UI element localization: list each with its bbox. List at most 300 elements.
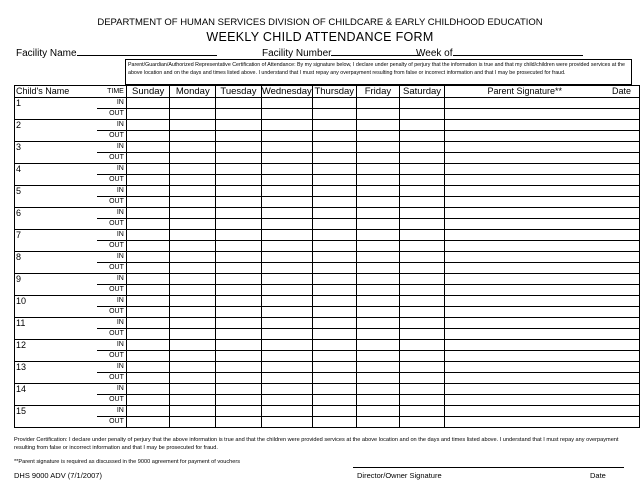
time-out-cell-tuesday[interactable] (216, 263, 262, 274)
time-in-cell-wednesday[interactable] (261, 142, 312, 153)
date-cell[interactable] (605, 219, 640, 230)
time-out-cell-monday[interactable] (170, 131, 216, 142)
child-name-cell[interactable] (15, 340, 97, 362)
time-in-cell-saturday[interactable] (400, 406, 445, 417)
time-out-cell-monday[interactable] (170, 307, 216, 318)
parent-signature-cell[interactable] (444, 362, 604, 373)
date-cell[interactable] (605, 208, 640, 219)
time-out-cell-wednesday[interactable] (261, 307, 312, 318)
time-out-cell-tuesday[interactable] (216, 219, 262, 230)
time-out-cell-tuesday[interactable] (216, 153, 262, 164)
time-in-cell-friday[interactable] (356, 384, 399, 395)
child-row-out (15, 395, 640, 406)
parent-signature-cell[interactable] (444, 417, 604, 428)
time-out-cell-thursday[interactable] (312, 219, 356, 230)
time-in-cell-wednesday[interactable] (261, 318, 312, 329)
parent-signature-cell[interactable] (444, 263, 604, 274)
time-in-cell-monday[interactable] (170, 142, 216, 153)
time-in-cell-thursday[interactable] (312, 318, 356, 329)
time-in-cell-sunday[interactable] (126, 230, 170, 241)
time-in-cell-saturday[interactable] (400, 208, 445, 219)
time-out-cell-saturday[interactable] (400, 175, 445, 186)
time-in-cell-friday[interactable] (356, 230, 399, 241)
time-out-cell-monday[interactable] (170, 285, 216, 296)
time-in-cell-thursday[interactable] (312, 186, 356, 197)
time-in-cell-wednesday[interactable] (261, 186, 312, 197)
time-in-cell-sunday[interactable] (126, 208, 170, 219)
time-out-cell-sunday[interactable] (126, 329, 170, 340)
time-in-cell-friday[interactable] (356, 208, 399, 219)
time-in-cell-monday[interactable] (170, 274, 216, 285)
time-in-cell-thursday[interactable] (312, 340, 356, 351)
time-out-cell-saturday[interactable] (400, 395, 445, 406)
time-in-cell-friday[interactable] (356, 120, 399, 131)
time-in-cell-sunday[interactable] (126, 142, 170, 153)
time-in-cell-sunday[interactable] (126, 340, 170, 351)
time-out-cell-friday[interactable] (356, 175, 399, 186)
time-in-cell-saturday[interactable] (400, 274, 445, 285)
time-out-cell-tuesday[interactable] (216, 241, 262, 252)
time-in-cell-wednesday[interactable] (261, 98, 312, 109)
parent-signature-cell[interactable] (444, 120, 604, 131)
time-in-cell-saturday[interactable] (400, 340, 445, 351)
date-cell[interactable] (605, 384, 640, 395)
time-out-cell-wednesday[interactable] (261, 263, 312, 274)
time-in-cell-friday[interactable] (356, 406, 399, 417)
time-in-cell-friday[interactable] (356, 186, 399, 197)
time-out-cell-monday[interactable] (170, 351, 216, 362)
time-out-cell-thursday[interactable] (312, 417, 356, 428)
date-cell[interactable] (605, 109, 640, 120)
time-in-cell-wednesday[interactable] (261, 406, 312, 417)
time-in-cell-sunday[interactable] (126, 274, 170, 285)
time-in-cell-wednesday[interactable] (261, 252, 312, 263)
date-cell[interactable] (605, 318, 640, 329)
child-name-cell[interactable] (15, 230, 97, 252)
time-out-cell-friday[interactable] (356, 307, 399, 318)
time-in-cell-thursday[interactable] (312, 98, 356, 109)
time-in-cell-tuesday[interactable] (216, 142, 262, 153)
time-in-cell-monday[interactable] (170, 362, 216, 373)
time-out-cell-saturday[interactable] (400, 307, 445, 318)
time-out-cell-wednesday[interactable] (261, 373, 312, 384)
time-in-cell-tuesday[interactable] (216, 98, 262, 109)
parent-signature-cell[interactable] (444, 175, 604, 186)
time-in-cell-monday[interactable] (170, 318, 216, 329)
time-out-cell-monday[interactable] (170, 417, 216, 428)
time-out-cell-sunday[interactable] (126, 373, 170, 384)
time-in-cell-wednesday[interactable] (261, 384, 312, 395)
time-in-cell-saturday[interactable] (400, 164, 445, 175)
time-in-cell-friday[interactable] (356, 274, 399, 285)
date-cell[interactable] (605, 131, 640, 142)
time-out-cell-wednesday[interactable] (261, 153, 312, 164)
time-in-cell-monday[interactable] (170, 340, 216, 351)
time-out-cell-wednesday[interactable] (261, 329, 312, 340)
parent-signature-cell[interactable] (444, 274, 604, 285)
parent-signature-cell[interactable] (444, 109, 604, 120)
time-out-cell-monday[interactable] (170, 153, 216, 164)
time-in-cell-saturday[interactable] (400, 384, 445, 395)
time-out-cell-friday[interactable] (356, 329, 399, 340)
facility-number-field[interactable] (262, 46, 421, 59)
out-label: OUT (97, 219, 127, 230)
time-out-cell-monday[interactable] (170, 329, 216, 340)
facility-number-line[interactable] (331, 46, 421, 56)
date-cell[interactable] (605, 329, 640, 340)
date-cell[interactable] (605, 263, 640, 274)
date-cell[interactable] (605, 307, 640, 318)
time-in-cell-tuesday[interactable] (216, 318, 262, 329)
time-in-cell-saturday[interactable] (400, 142, 445, 153)
time-out-cell-thursday[interactable] (312, 373, 356, 384)
time-in-cell-thursday[interactable] (312, 164, 356, 175)
time-in-cell-wednesday[interactable] (261, 208, 312, 219)
time-out-cell-sunday[interactable] (126, 241, 170, 252)
time-out-cell-sunday[interactable] (126, 395, 170, 406)
time-out-cell-wednesday[interactable] (261, 131, 312, 142)
parent-signature-cell[interactable] (444, 340, 604, 351)
parent-signature-cell[interactable] (444, 373, 604, 384)
date-cell[interactable] (605, 417, 640, 428)
time-in-cell-tuesday[interactable] (216, 340, 262, 351)
time-in-cell-monday[interactable] (170, 252, 216, 263)
time-in-cell-sunday[interactable] (126, 164, 170, 175)
time-in-cell-tuesday[interactable] (216, 186, 262, 197)
facility-name-field[interactable] (16, 46, 217, 59)
child-name-cell[interactable] (15, 318, 97, 340)
time-out-cell-sunday[interactable] (126, 219, 170, 230)
time-out-cell-monday[interactable] (170, 373, 216, 384)
time-out-cell-friday[interactable] (356, 373, 399, 384)
time-out-cell-thursday[interactable] (312, 153, 356, 164)
parent-signature-cell[interactable] (444, 241, 604, 252)
time-out-cell-wednesday[interactable] (261, 395, 312, 406)
time-in-cell-thursday[interactable] (312, 274, 356, 285)
time-in-cell-friday[interactable] (356, 98, 399, 109)
time-out-cell-saturday[interactable] (400, 197, 445, 208)
row-number: 15 (16, 406, 27, 416)
time-in-cell-friday[interactable] (356, 362, 399, 373)
time-out-cell-wednesday[interactable] (261, 417, 312, 428)
time-in-cell-sunday[interactable] (126, 120, 170, 131)
parent-signature-cell[interactable] (444, 197, 604, 208)
date-cell[interactable] (605, 230, 640, 241)
time-out-cell-thursday[interactable] (312, 131, 356, 142)
time-in-cell-monday[interactable] (170, 164, 216, 175)
date-cell[interactable] (605, 351, 640, 362)
time-in-cell-monday[interactable] (170, 296, 216, 307)
time-in-cell-thursday[interactable] (312, 252, 356, 263)
time-in-cell-monday[interactable] (170, 384, 216, 395)
time-out-cell-saturday[interactable] (400, 285, 445, 296)
date-cell[interactable] (605, 274, 640, 285)
time-in-cell-thursday[interactable] (312, 384, 356, 395)
time-out-cell-friday[interactable] (356, 263, 399, 274)
date-cell[interactable] (605, 362, 640, 373)
time-in-cell-tuesday[interactable] (216, 362, 262, 373)
facility-name-line[interactable] (77, 46, 217, 56)
time-in-cell-tuesday[interactable] (216, 252, 262, 263)
child-name-cell[interactable] (15, 274, 97, 296)
time-out-cell-saturday[interactable] (400, 131, 445, 142)
time-in-cell-monday[interactable] (170, 98, 216, 109)
parent-signature-cell[interactable] (444, 395, 604, 406)
parent-signature-cell[interactable] (444, 131, 604, 142)
date-cell[interactable] (605, 175, 640, 186)
parent-signature-cell[interactable] (444, 307, 604, 318)
time-out-cell-friday[interactable] (356, 285, 399, 296)
time-out-cell-friday[interactable] (356, 197, 399, 208)
time-out-cell-thursday[interactable] (312, 307, 356, 318)
time-in-cell-thursday[interactable] (312, 406, 356, 417)
time-out-cell-thursday[interactable] (312, 109, 356, 120)
parent-signature-cell[interactable] (444, 351, 604, 362)
date-cell[interactable] (605, 340, 640, 351)
time-out-cell-saturday[interactable] (400, 329, 445, 340)
child-name-cell[interactable] (15, 164, 97, 186)
time-in-cell-saturday[interactable] (400, 362, 445, 373)
time-in-cell-thursday[interactable] (312, 120, 356, 131)
parent-signature-cell[interactable] (444, 164, 604, 175)
time-in-cell-saturday[interactable] (400, 252, 445, 263)
child-name-cell[interactable] (15, 208, 97, 230)
time-in-cell-friday[interactable] (356, 252, 399, 263)
time-in-cell-tuesday[interactable] (216, 120, 262, 131)
director-signature-line[interactable] (353, 467, 624, 468)
time-in-cell-sunday[interactable] (126, 186, 170, 197)
date-cell[interactable] (605, 186, 640, 197)
time-out-cell-tuesday[interactable] (216, 373, 262, 384)
time-in-cell-tuesday[interactable] (216, 164, 262, 175)
time-out-cell-saturday[interactable] (400, 109, 445, 120)
time-in-cell-saturday[interactable] (400, 186, 445, 197)
date-cell[interactable] (605, 373, 640, 384)
date-cell[interactable] (605, 252, 640, 263)
time-out-cell-sunday[interactable] (126, 175, 170, 186)
time-in-cell-wednesday[interactable] (261, 230, 312, 241)
time-out-cell-friday[interactable] (356, 417, 399, 428)
parent-signature-cell[interactable] (444, 142, 604, 153)
out-label: OUT (97, 131, 127, 142)
time-in-cell-monday[interactable] (170, 120, 216, 131)
child-name-cell[interactable] (15, 296, 97, 318)
time-in-cell-saturday[interactable] (400, 98, 445, 109)
time-in-cell-saturday[interactable] (400, 318, 445, 329)
time-out-cell-sunday[interactable] (126, 263, 170, 274)
time-out-cell-wednesday[interactable] (261, 197, 312, 208)
time-in-cell-tuesday[interactable] (216, 296, 262, 307)
child-name-cell[interactable] (15, 120, 97, 142)
time-in-cell-wednesday[interactable] (261, 164, 312, 175)
date-cell[interactable] (605, 153, 640, 164)
parent-signature-cell[interactable] (444, 318, 604, 329)
child-name-cell[interactable] (15, 362, 97, 384)
time-out-cell-saturday[interactable] (400, 241, 445, 252)
time-out-cell-sunday[interactable] (126, 285, 170, 296)
time-in-cell-tuesday[interactable] (216, 406, 262, 417)
child-name-cell[interactable] (15, 98, 97, 120)
time-in-cell-thursday[interactable] (312, 362, 356, 373)
date-cell[interactable] (605, 197, 640, 208)
time-in-cell-friday[interactable] (356, 296, 399, 307)
time-out-cell-thursday[interactable] (312, 351, 356, 362)
time-in-cell-wednesday[interactable] (261, 274, 312, 285)
child-name-cell[interactable] (15, 142, 97, 164)
time-out-cell-monday[interactable] (170, 109, 216, 120)
time-out-cell-sunday[interactable] (126, 197, 170, 208)
week-of-field[interactable] (416, 46, 583, 59)
time-out-cell-saturday[interactable] (400, 417, 445, 428)
time-out-cell-wednesday[interactable] (261, 219, 312, 230)
time-in-cell-wednesday[interactable] (261, 340, 312, 351)
parent-signature-cell[interactable] (444, 186, 604, 197)
time-out-cell-tuesday[interactable] (216, 417, 262, 428)
time-out-cell-sunday[interactable] (126, 351, 170, 362)
time-in-cell-sunday[interactable] (126, 362, 170, 373)
time-in-cell-tuesday[interactable] (216, 274, 262, 285)
parent-signature-cell[interactable] (444, 406, 604, 417)
time-in-cell-thursday[interactable] (312, 142, 356, 153)
time-out-cell-friday[interactable] (356, 351, 399, 362)
time-out-cell-saturday[interactable] (400, 153, 445, 164)
time-in-cell-friday[interactable] (356, 318, 399, 329)
time-out-cell-thursday[interactable] (312, 285, 356, 296)
time-out-cell-friday[interactable] (356, 131, 399, 142)
time-out-cell-tuesday[interactable] (216, 109, 262, 120)
time-out-cell-sunday[interactable] (126, 417, 170, 428)
time-in-cell-wednesday[interactable] (261, 296, 312, 307)
date-cell[interactable] (605, 285, 640, 296)
time-out-cell-saturday[interactable] (400, 219, 445, 230)
date-cell[interactable] (605, 296, 640, 307)
time-out-cell-monday[interactable] (170, 263, 216, 274)
time-out-cell-sunday[interactable] (126, 131, 170, 142)
time-out-cell-friday[interactable] (356, 219, 399, 230)
parent-signature-cell[interactable] (444, 98, 604, 109)
time-out-cell-tuesday[interactable] (216, 175, 262, 186)
time-out-cell-wednesday[interactable] (261, 285, 312, 296)
time-out-cell-monday[interactable] (170, 197, 216, 208)
time-in-cell-friday[interactable] (356, 164, 399, 175)
time-out-cell-monday[interactable] (170, 175, 216, 186)
child-name-cell[interactable] (15, 406, 97, 428)
parent-signature-cell[interactable] (444, 208, 604, 219)
time-out-cell-friday[interactable] (356, 241, 399, 252)
time-in-cell-monday[interactable] (170, 406, 216, 417)
time-in-cell-monday[interactable] (170, 208, 216, 219)
time-in-cell-friday[interactable] (356, 340, 399, 351)
time-out-cell-monday[interactable] (170, 219, 216, 230)
time-out-cell-saturday[interactable] (400, 373, 445, 384)
time-out-cell-tuesday[interactable] (216, 197, 262, 208)
child-name-cell[interactable] (15, 252, 97, 274)
time-out-cell-monday[interactable] (170, 395, 216, 406)
attendance-table (14, 85, 640, 428)
day-header-sunday: Sunday (126, 86, 170, 98)
time-out-cell-tuesday[interactable] (216, 329, 262, 340)
time-out-cell-sunday[interactable] (126, 153, 170, 164)
time-in-cell-sunday[interactable] (126, 98, 170, 109)
time-out-cell-tuesday[interactable] (216, 307, 262, 318)
time-out-cell-sunday[interactable] (126, 109, 170, 120)
time-in-cell-monday[interactable] (170, 186, 216, 197)
time-in-cell-tuesday[interactable] (216, 384, 262, 395)
week-of-line[interactable] (453, 46, 583, 56)
time-out-cell-thursday[interactable] (312, 197, 356, 208)
time-in-cell-sunday[interactable] (126, 318, 170, 329)
parent-signature-cell[interactable] (444, 384, 604, 395)
time-in-cell-sunday[interactable] (126, 384, 170, 395)
parent-signature-cell[interactable] (444, 230, 604, 241)
time-in-cell-sunday[interactable] (126, 252, 170, 263)
time-out-cell-tuesday[interactable] (216, 395, 262, 406)
time-out-cell-tuesday[interactable] (216, 285, 262, 296)
parent-signature-cell[interactable] (444, 219, 604, 230)
parent-signature-cell[interactable] (444, 252, 604, 263)
child-row-out (15, 307, 640, 318)
time-out-cell-thursday[interactable] (312, 395, 356, 406)
time-in-cell-monday[interactable] (170, 230, 216, 241)
time-in-cell-thursday[interactable] (312, 208, 356, 219)
time-in-cell-sunday[interactable] (126, 296, 170, 307)
time-out-cell-friday[interactable] (356, 109, 399, 120)
time-out-cell-tuesday[interactable] (216, 131, 262, 142)
parent-signature-cell[interactable] (444, 329, 604, 340)
date-cell[interactable] (605, 98, 640, 109)
time-in-cell-saturday[interactable] (400, 230, 445, 241)
time-out-cell-thursday[interactable] (312, 241, 356, 252)
time-in-cell-wednesday[interactable] (261, 362, 312, 373)
time-out-cell-thursday[interactable] (312, 329, 356, 340)
time-in-cell-saturday[interactable] (400, 296, 445, 307)
date-cell[interactable] (605, 142, 640, 153)
time-out-cell-monday[interactable] (170, 241, 216, 252)
time-out-cell-wednesday[interactable] (261, 175, 312, 186)
child-name-cell[interactable] (15, 186, 97, 208)
time-out-cell-wednesday[interactable] (261, 241, 312, 252)
form-title: WEEKLY CHILD ATTENDANCE FORM (206, 30, 434, 44)
time-out-cell-thursday[interactable] (312, 263, 356, 274)
time-out-cell-thursday[interactable] (312, 175, 356, 186)
date-cell[interactable] (605, 406, 640, 417)
time-out-cell-wednesday[interactable] (261, 351, 312, 362)
time-out-cell-saturday[interactable] (400, 263, 445, 274)
time-in-cell-saturday[interactable] (400, 120, 445, 131)
time-out-cell-friday[interactable] (356, 395, 399, 406)
time-out-cell-wednesday[interactable] (261, 109, 312, 120)
time-in-cell-thursday[interactable] (312, 296, 356, 307)
time-in-cell-thursday[interactable] (312, 230, 356, 241)
time-in-cell-tuesday[interactable] (216, 208, 262, 219)
time-out-cell-sunday[interactable] (126, 307, 170, 318)
time-in-cell-tuesday[interactable] (216, 230, 262, 241)
time-out-cell-tuesday[interactable] (216, 351, 262, 362)
parent-signature-cell[interactable] (444, 296, 604, 307)
date-cell[interactable] (605, 241, 640, 252)
time-in-cell-wednesday[interactable] (261, 120, 312, 131)
child-name-cell[interactable] (15, 384, 97, 406)
time-in-cell-friday[interactable] (356, 142, 399, 153)
date-cell[interactable] (605, 120, 640, 131)
time-in-cell-sunday[interactable] (126, 406, 170, 417)
time-out-cell-saturday[interactable] (400, 351, 445, 362)
parent-signature-cell[interactable] (444, 285, 604, 296)
date-cell[interactable] (605, 395, 640, 406)
date-cell[interactable] (605, 164, 640, 175)
time-out-cell-friday[interactable] (356, 153, 399, 164)
parent-signature-cell[interactable] (444, 153, 604, 164)
